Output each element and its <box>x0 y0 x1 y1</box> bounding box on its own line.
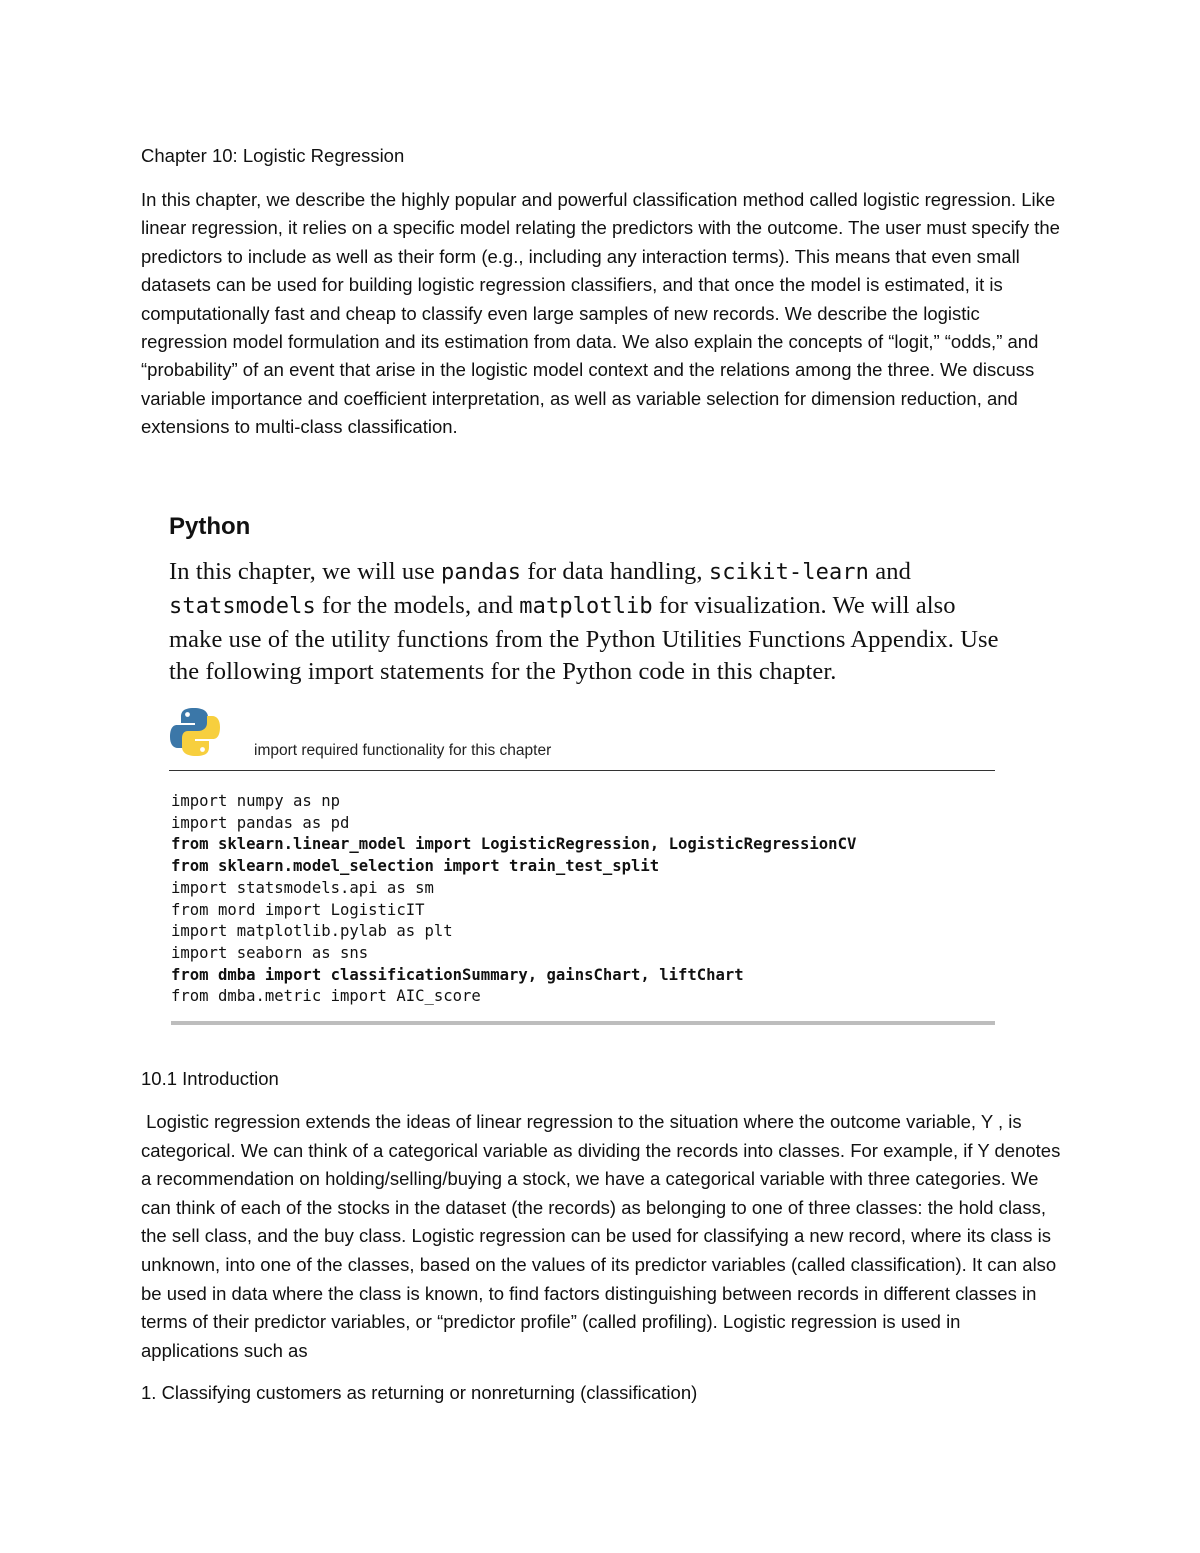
python-text-part: for visualization. We will also make use of the utility functions from the Python Utilities Functions Appendix. Use the following import statements for the Python code in this chapter. <box>169 591 999 686</box>
python-text-part: for the models, and <box>315 591 520 619</box>
section-paragraph: Logistic regression extends the ideas of linear regression to the situation where the outcome variable, Y , is categorical. We can think of a categorical variable as dividing the records into classes. For example, if Y denotes a recommendation on holding/selling/buying a stock, we have a categorical variable with three categories. We can think of each of the stocks in the dataset (the records) as belonging to one of three classes: the hold class, the sell class, and the buy class. Logistic regression can be used for classifying a new record, where its class is unknown, into one of the classes, based on the values of its predictor variables (called classification). It can also be used in data where the class is known, to find factors distinguishing between records in different classes in terms of their predictor variables, or “predictor profile” (called profiling). Logistic regression is used in applications such as <box>141 1111 1066 1361</box>
library-name-statsmodels: statsmodels <box>169 593 316 619</box>
code-footer-divider <box>171 1021 995 1025</box>
section-title: 10.1 Introduction <box>141 1068 279 1089</box>
code-line: import seaborn as sns <box>171 943 369 962</box>
code-line: import numpy as np <box>171 792 340 810</box>
library-name-scikit-learn: scikit-learn <box>708 560 870 585</box>
list-item: 1. Classifying customers as returning or nonreturning (classification) <box>141 1382 698 1403</box>
intro-paragraph: In this chapter, we describe the highly popular and powerful classification method called logistic regression. Like linear regression, it relies on a specific model relating the predictors with the outcome. The user must specify the predictors to include as well as their form (e.g., including any interaction terms). This means that even small datasets can be used for building logistic regression classifiers, and that once the model is estimated, it is computationally fast and cheap to classify even large samples of new records. We describe the logistic regression model formulation and its estimation from data. We also explain the concepts of “logit,” “odds,” and “probability” of an event that arise in the logistic model context and the relations among the three. We discuss variable importance and coefficient interpretation, as well as variable selection for dimension reduction, and extensions to multi-class classification. <box>141 189 1060 438</box>
python-box <box>169 512 999 689</box>
code-line: from dmba.metric import AIC_score <box>171 987 481 1006</box>
code-caption: import required functionality for this chapter <box>254 742 552 759</box>
code-block <box>171 791 856 1008</box>
python-heading: Python <box>169 513 251 540</box>
code-header <box>169 706 995 771</box>
code-line: import matplotlib.pylab as plt <box>171 922 453 941</box>
chapter-title: Chapter 10: Logistic Regression <box>141 145 405 166</box>
library-name-matplotlib: matplotlib <box>519 593 653 619</box>
library-name-pandas: pandas <box>441 560 522 585</box>
code-line: from mord import LogisticIT <box>171 900 425 919</box>
python-logo-icon <box>169 706 221 758</box>
code-line: from sklearn.linear_model import LogisticRegression, LogisticRegressionCV <box>171 835 857 854</box>
code-line: from dmba import classificationSummary, gainsChart, liftChart <box>171 965 744 984</box>
python-text-part: and <box>869 558 911 585</box>
python-description <box>169 556 999 689</box>
code-line: from sklearn.model_selection import train_test_split <box>171 857 660 876</box>
python-text-part: for data handling, <box>521 558 709 585</box>
code-line: import pandas as pd <box>171 813 350 832</box>
code-line: import statsmodels.api as sm <box>171 878 434 897</box>
python-text-part: In this chapter, we will use <box>169 558 442 585</box>
